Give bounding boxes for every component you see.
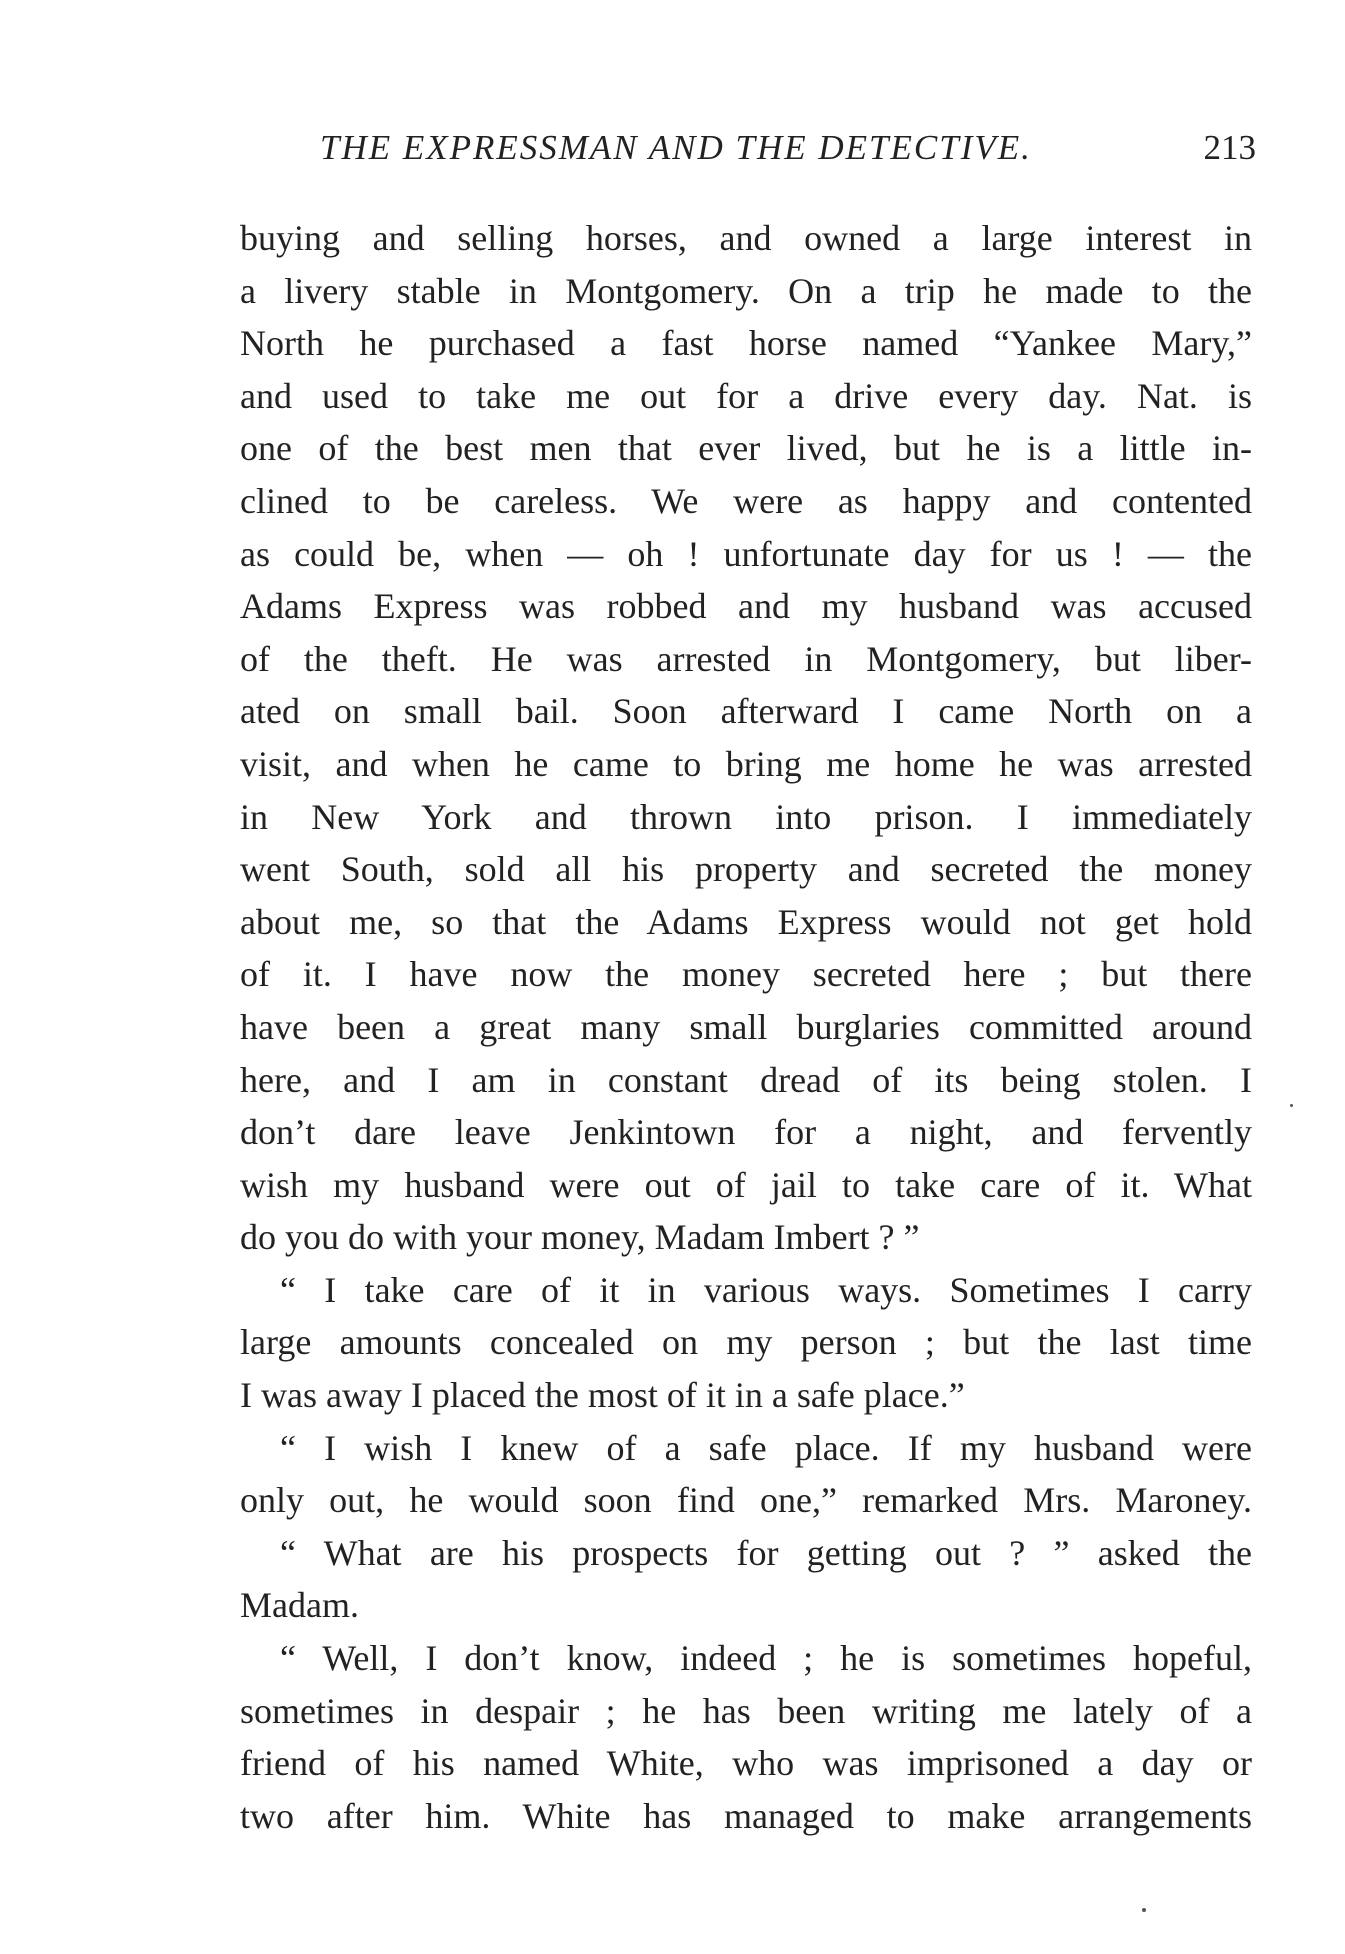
- text-line: Madam.: [240, 1585, 359, 1626]
- body-text: [240, 212, 1252, 1842]
- text-line: don’t dare leave Jenkintown for a night, and fervently: [240, 1112, 1252, 1153]
- text-line: sometimes in despair ; he has been writing me lately of a: [240, 1690, 1252, 1731]
- text-line: “ What are his prospects for getting out ? ” asked the: [280, 1532, 1252, 1573]
- paper-speck: [1290, 1104, 1293, 1107]
- text-line: only out, he would soon find one,” remarked Mrs. Maroney.: [240, 1480, 1252, 1521]
- text-line: do you do with your money, Madam Imbert ? ”: [240, 1217, 920, 1258]
- text-line: about me, so that the Adams Express would not get hold: [240, 901, 1252, 942]
- paper-speck: [1142, 1908, 1146, 1912]
- running-head: [320, 128, 1256, 176]
- text-line: friend of his named White, who was imprisoned a day or: [240, 1743, 1252, 1784]
- text-line: one of the best men that ever lived, but he is a little in-: [240, 428, 1252, 469]
- text-line: as could be, when — oh ! unfortunate day for us ! — the: [240, 533, 1252, 574]
- text-line: “ I wish I knew of a safe place. If my husband were: [280, 1427, 1252, 1468]
- text-line: in New York and thrown into prison. I immediately: [240, 796, 1252, 837]
- text-line: “ I take care of it in various ways. Sometimes I carry: [280, 1269, 1252, 1310]
- text-line: and used to take me out for a drive every day. Nat. is: [240, 375, 1252, 416]
- text-line: Adams Express was robbed and my husband was accused: [240, 586, 1252, 627]
- text-line: of it. I have now the money secreted here ; but there: [240, 954, 1252, 995]
- text-line: two after him. White has managed to make arrangements: [240, 1795, 1252, 1836]
- text-line: here, and I am in constant dread of its being stolen. I: [240, 1059, 1252, 1100]
- text-line: large amounts concealed on my person ; but the last time: [240, 1322, 1252, 1363]
- text-line: of the theft. He was arrested in Montgomery, but liber-: [240, 638, 1252, 679]
- running-head-title: THE EXPRESSMAN AND THE DETECTIVE.: [320, 128, 1032, 167]
- text-line: buying and selling horses, and owned a large interest in: [240, 218, 1252, 258]
- text-line: went South, sold all his property and secreted the money: [240, 849, 1252, 890]
- text-line: visit, and when he came to bring me home he was arrested: [240, 743, 1252, 784]
- text-line: North he purchased a fast horse named “Yankee Mary,”: [240, 323, 1252, 364]
- text-line: ated on small bail. Soon afterward I came North on a: [240, 691, 1252, 732]
- text-line: clined to be careless. We were as happy and contented: [240, 480, 1252, 521]
- text-line: have been a great many small burglaries committed around: [240, 1006, 1252, 1047]
- text-line: I was away I placed the most of it in a safe place.”: [240, 1375, 965, 1416]
- text-line: wish my husband were out of jail to take care of it. What: [240, 1164, 1252, 1205]
- text-line: “ Well, I don’t know, indeed ; he is sometimes hopeful,: [280, 1638, 1252, 1679]
- text-line: a livery stable in Montgomery. On a trip he made to the: [240, 270, 1252, 311]
- page-number: 213: [1203, 128, 1256, 167]
